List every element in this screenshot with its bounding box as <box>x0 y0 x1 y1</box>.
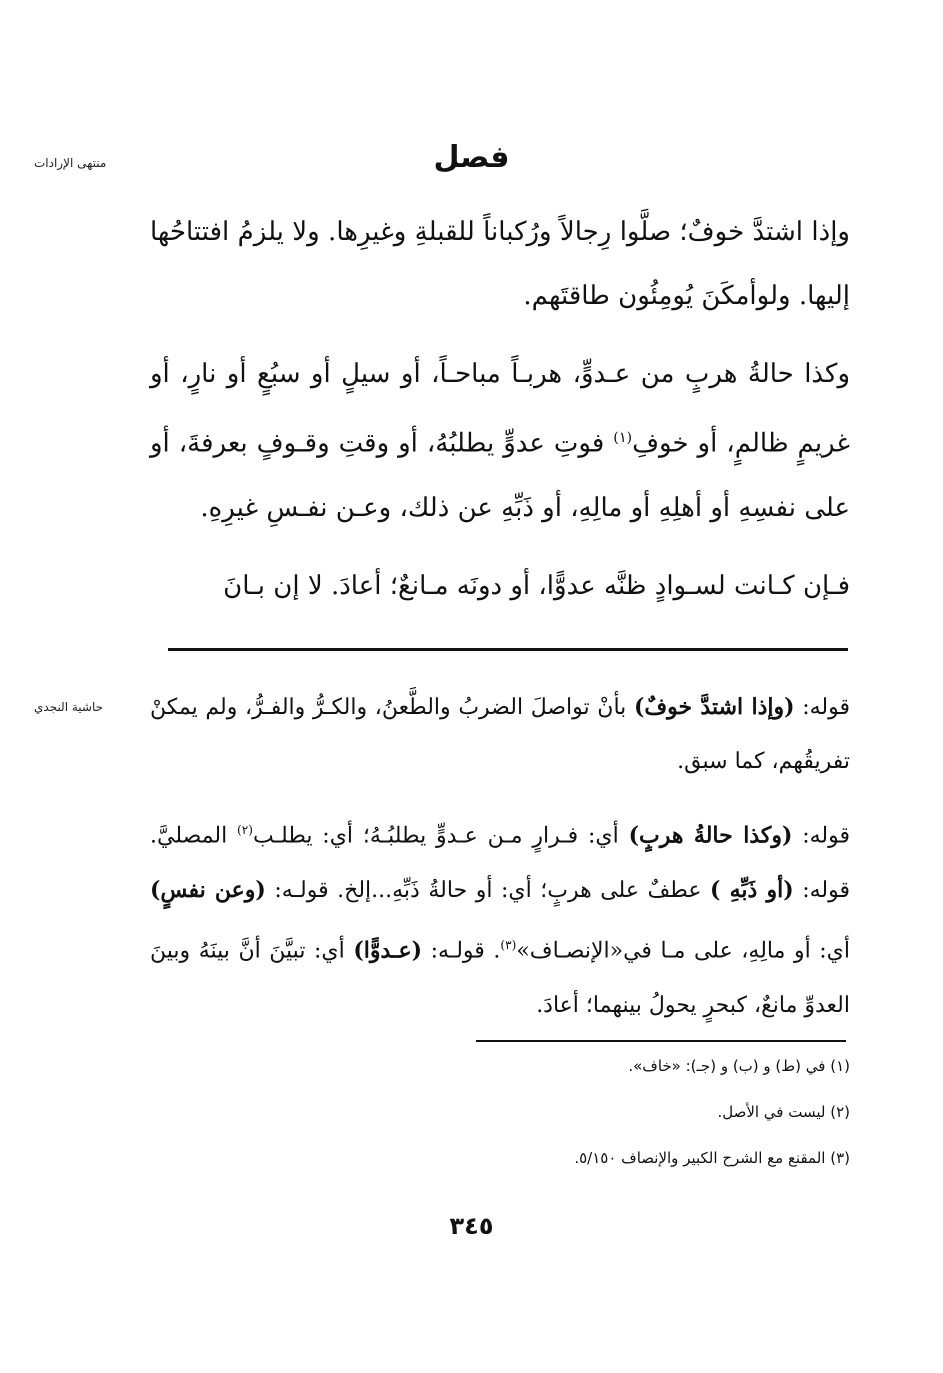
commentary-paragraph <box>150 680 850 789</box>
main-paragraph: وإذا اشتدَّ خوفٌ؛ صلَّوا رِجالاً ورُكباناً للقبلةِ وغيرِها. ولا يلزمُ افتتاحُها إليها. ولوأمكَنَ يُومِئُون طاقتَهم. <box>150 217 850 311</box>
commentary-body: أي: أو مالِهِ، على مـا في«الإنصـاف» <box>516 938 850 964</box>
footnotes <box>150 1052 850 1190</box>
footnote-rule <box>476 1040 846 1042</box>
section-divider <box>168 648 848 651</box>
commentary-body: . قولـه: <box>422 938 501 964</box>
main-text <box>150 200 850 618</box>
main-paragraph-text: فوتِ عدوٍّ يطلبُهُ، أو وقتِ وقـوفٍ بعرفةَ، أو على نفسِهِ أو أهلِهِ أو مالِهِ، أو ذَبِّهِ عن ذلك، وعـن نفـسِ غيرِهِ. <box>150 428 850 523</box>
section-heading: فصل <box>433 140 510 175</box>
main-paragraph <box>150 342 850 540</box>
commentary-body: أي: تبيَّنَ أنَّ بينَهُ وبينَ العدوِّ مانعٌ، كبحرٍ يحولُ بينهما؛ أعادَ. <box>150 938 850 1018</box>
commentary-lead: قوله: <box>794 695 850 720</box>
commentary-body: أي: فـرارٍ مـن عـدوٍّ يطلبُـهُ؛ أي: يطلـب <box>252 823 629 849</box>
footnote-marker: (١) <box>613 430 633 446</box>
running-header-label: منتهى الإرادات <box>34 156 107 170</box>
commentary-label: حاشية النجدي <box>34 700 104 714</box>
page-number: ٣٤٥ <box>449 1212 494 1240</box>
commentary-body: عطفٌ على هربٍ؛ أي: أو حالةُ ذَبِّهِ...إلخ. قولـه: <box>265 878 710 904</box>
footnote: (٣) المقنع مع الشرح الكبير والإنصاف ٥/١٥٠. <box>574 1149 850 1167</box>
quoted-phrase: (عـدوًّا) <box>353 937 423 964</box>
footnote-marker: (٣) <box>500 938 517 953</box>
commentary-paragraph <box>150 803 850 1033</box>
quoted-phrase: (وعن نفسٍ) <box>150 877 266 904</box>
commentary-body: المصليَّ. قوله: <box>150 823 850 904</box>
quoted-phrase: (وكذا حالةُ هربٍ) <box>628 822 793 849</box>
commentary-text <box>150 680 850 1033</box>
footnote: (١) في (ط) و (ب) و (جـ): «خاف». <box>628 1057 850 1075</box>
quoted-phrase: (أو ذَبِّهِ ) <box>710 877 794 904</box>
main-paragraph: فـإن كـانت لسـوادٍ ظنَّه عدوًّا، أو دونَه مـانعٌ؛ أعادَ. لا إن بـانَ <box>223 570 850 601</box>
commentary-body: بأنْ تواصلَ الضربُ والطَّعنُ، والكـرُّ والفـرُّ، ولم يمكنْ تفريقُهم، كما سبق. <box>150 695 850 774</box>
footnote-marker: (٢) <box>237 823 253 837</box>
main-paragraph-text: وكذا حالةُ هربٍ من عـدوٍّ، هربـاً مباحـاً، أو سيلٍ أو سبُعٍ أو نارٍ، أو غريمٍ ظالمٍ، أو خوفِ <box>150 359 851 459</box>
quoted-phrase: (وإذا اشتدَّ خوفٌ) <box>633 694 795 720</box>
footnote: (٢) ليست في الأصل. <box>717 1103 850 1121</box>
commentary-lead: قوله: <box>792 823 850 849</box>
